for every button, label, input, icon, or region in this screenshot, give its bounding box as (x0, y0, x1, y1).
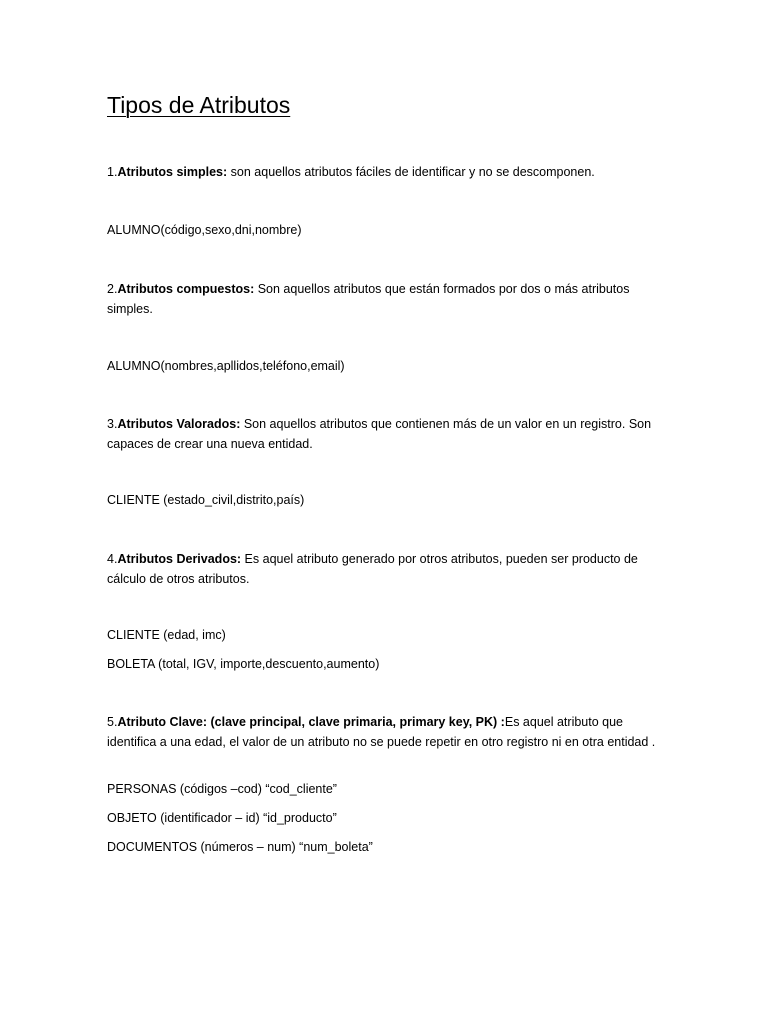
section-5-description: Es aquel atributo que identifica a una edad, el valor de un atributo no se puede repetir en otro registro ni en otra entidad . (107, 715, 656, 749)
section-2-term: Atributos compuestos: (117, 282, 255, 296)
section-3-description: Son aquellos atributos que contienen más de un valor en un registro. Son capaces de crear una nueva entidad. (107, 417, 652, 451)
section-2-definition (107, 280, 667, 319)
section-5-example-2: OBJETO (identificador – id) “id_producto” (107, 811, 337, 825)
section-1-definition (107, 163, 667, 183)
section-5-number: 5. (107, 715, 118, 729)
section-3-term: Atributos Valorados: (117, 417, 241, 431)
section-4-number: 4. (107, 552, 118, 566)
section-4-term: Atributos Derivados: (117, 552, 242, 566)
section-3-example-1: CLIENTE (estado_civil,distrito,país) (107, 493, 305, 507)
section-3-number: 3. (107, 417, 118, 431)
section-1-term: Atributos simples: (117, 165, 228, 179)
section-4-description: Es aquel atributo generado por otros atributos, pueden ser producto de cálculo de otros atributos. (107, 552, 638, 586)
section-4-example-2: BOLETA (total, IGV, importe,descuento,aumento) (107, 657, 380, 671)
section-1-description: son aquellos atributos fáciles de identificar y no se descomponen. (227, 165, 595, 179)
section-5-example-1: PERSONAS (códigos –cod) “cod_cliente” (107, 782, 337, 796)
section-2-number: 2. (107, 282, 118, 296)
section-5-example-3: DOCUMENTOS (números – num) “num_boleta” (107, 840, 373, 854)
section-4-example-1: CLIENTE (edad, imc) (107, 628, 226, 642)
section-5-definition (107, 713, 667, 752)
section-3-definition (107, 415, 667, 454)
section-4-definition (107, 550, 667, 589)
section-1-example-1: ALUMNO(código,sexo,dni,nombre) (107, 223, 302, 237)
section-2-description: Son aquellos atributos que están formados por dos o más atributos simples. (107, 282, 630, 316)
section-5-term: Atributo Clave: (clave principal, clave primaria, primary key, PK) : (117, 715, 505, 729)
section-1-number: 1. (107, 165, 118, 179)
section-2-example-1: ALUMNO(nombres,apllidos,teléfono,email) (107, 359, 345, 373)
document-title: Tipos de Atributos (107, 92, 291, 118)
